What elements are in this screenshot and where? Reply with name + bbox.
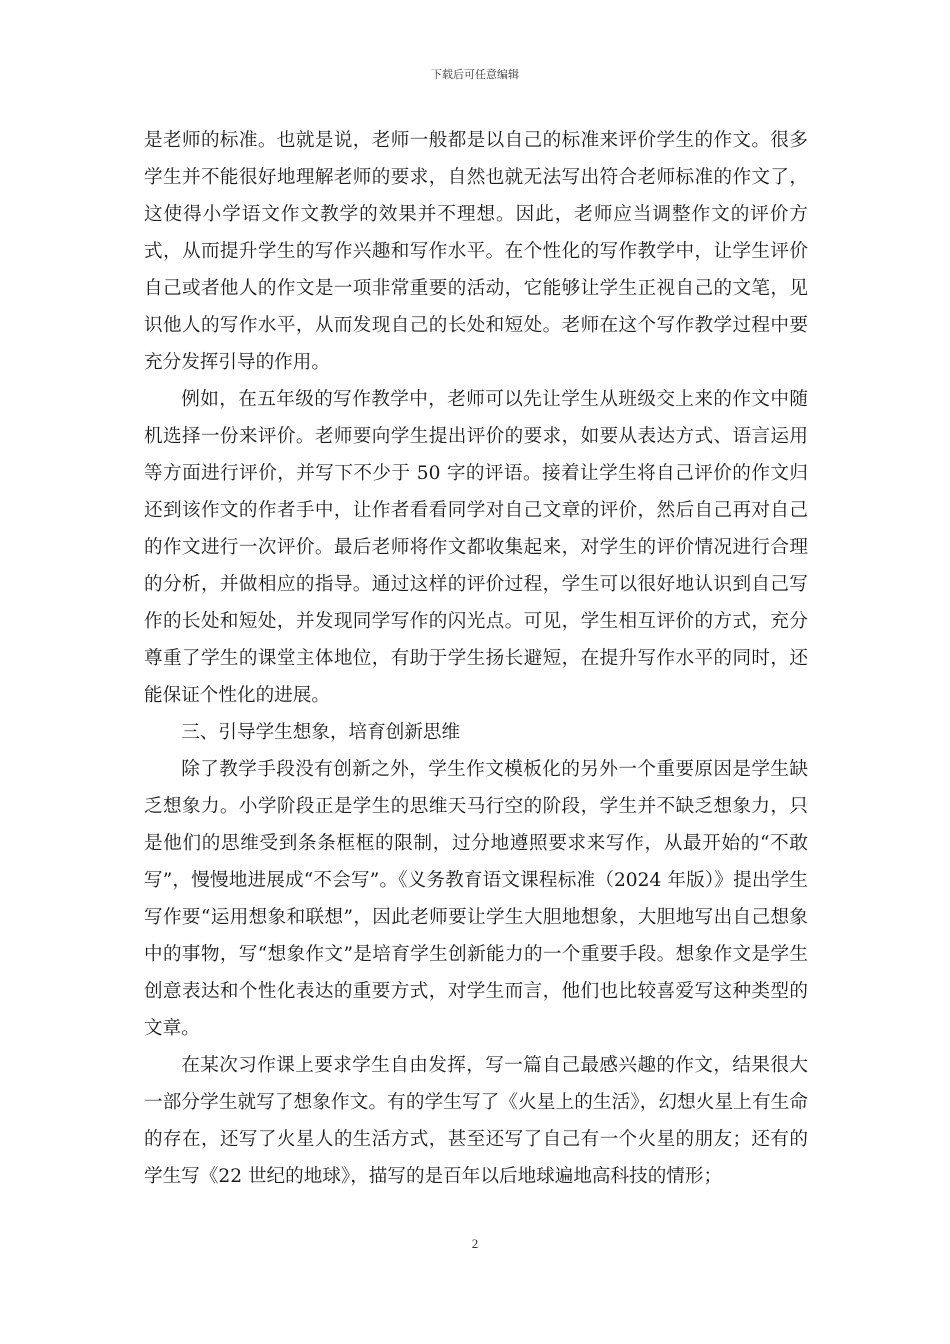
page-header: 下载后可任意编辑: [431, 68, 519, 81]
document-body: [144, 122, 808, 1195]
paragraph-example: 例如，在五年级的写作教学中，老师可以先让学生从班级交上来的作文中随机选择一份来评价。老师要向学生提出评价的要求，如要从表达方式、语言运用等方面进行评价，并写下不少于 50 字的评语。接着让学生将自己评价的作文归还到该作文的作者手中，让作者看看同学对自己文章的评价，然后自己再对自己的作文进行一次评价。最后老师将作文都收集起来，对学生的评价情况进行合理的分析，并做相应的指导。通过这样的评价过程，学生可以很好地认识到自己写作的长处和短处，并发现同学写作的闪光点。可见，学生相互评价的方式，充分尊重了学生的课堂主体地位，有助于学生扬长避短，在提升写作水平的同时，还能保证个性化的进展。: [144, 389, 808, 706]
section-heading: 三、引导学生想象，培育创新思维: [181, 722, 461, 743]
paragraph-continuation: 是老师的标准。也就是说，老师一般都是以自己的标准来评价学生的作文。很多学生并不能很好地理解老师的要求，自然也就无法写出符合老师标准的作文了，这使得小学语文作文教学的效果并不理想。因此，老师应当调整作文的评价方式，从而提升学生的写作兴趣和写作水平。在个性化的写作教学中，让学生评价自己或者他人的作文是一项非常重要的活动，它能够让学生正视自己的文笔，见识他人的写作水平，从而发现自己的长处和短处。老师在这个写作教学过程中要充分发挥引导的作用。: [144, 130, 808, 373]
paragraph-class-example: 在某次习作课上要求学生自由发挥，写一篇自己最感兴趣的作文，结果很大一部分学生就写了想象作文。有的学生写了《火星上的生活》，幻想火星上有生命的存在，还写了火星人的生活方式，甚至还写了自己有一个火星的朋友；还有的学生写《22 世纪的地球》，描写的是百年以后地球遍地高科技的情形；: [144, 1055, 808, 1187]
page-number: 2: [471, 1236, 479, 1251]
paragraph-imagination: 除了教学手段没有创新之外，学生作文模板化的另外一个重要原因是学生缺乏想象力。小学阶段正是学生的思维天马行空的阶段，学生并不缺乏想象力，只是他们的思维受到条条框框的限制，过分地遵照要求来写作，从最开始的“不敢写”，慢慢地进展成“不会写”。《义务教育语文课程标准（2024 年版）》提出学生写作要“运用想象和联想”，因此老师要让学生大胆地想象，大胆地写出自己想象中的事物，写“想象作文”是培育学生创新能力的一个重要手段。想象作文是学生创意表达和个性化表达的重要方式，对学生而言，他们也比较喜爱写这种类型的文章。: [144, 759, 808, 1039]
